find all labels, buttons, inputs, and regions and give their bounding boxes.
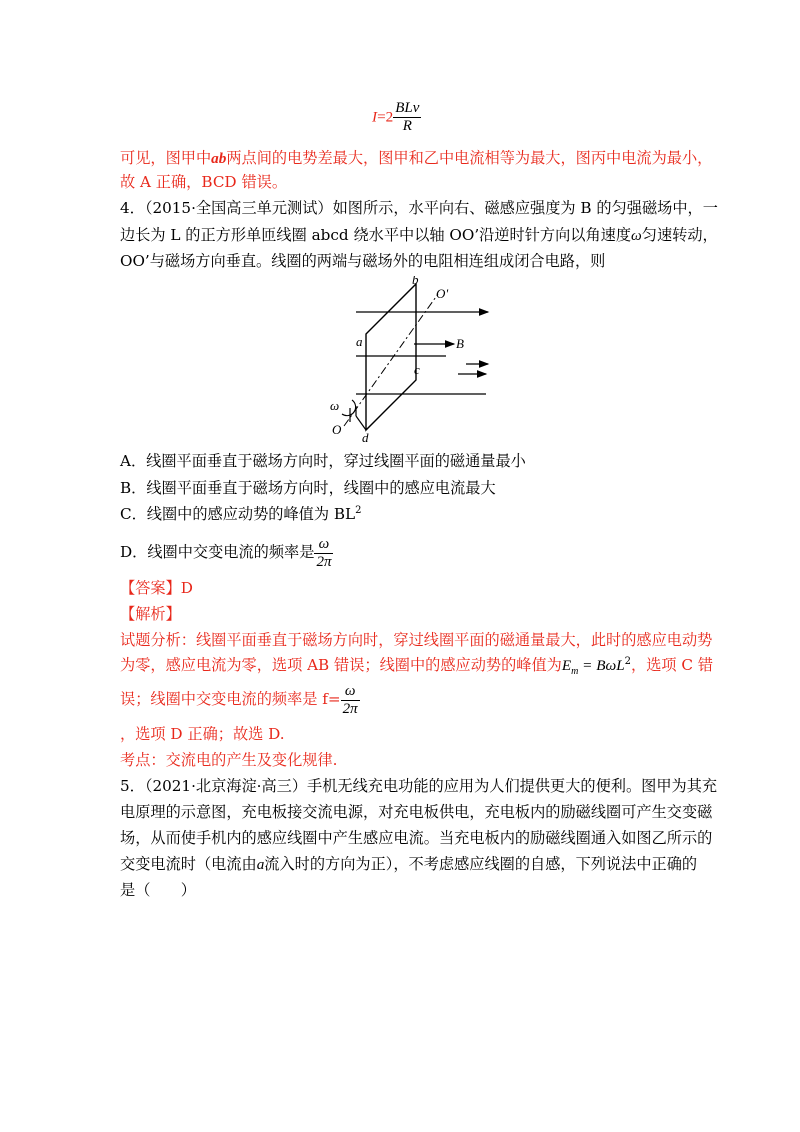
option-d-text: D．线圈中交变电流的频率是 [120, 543, 315, 561]
option-a: A．线圈平面垂直于磁场方向时，穿过线圈平面的磁通量最小 [120, 452, 526, 470]
analysis-label: 【解析】 [120, 605, 181, 623]
label-d: d [362, 430, 369, 444]
q4-text-2: 匀速转动， [641, 226, 718, 244]
formula-top [372, 100, 421, 135]
emf-sup: 2 [624, 655, 632, 667]
q5-line-5: 是（ ） [120, 881, 196, 899]
conclusion-text-2: 两点间的电势差最大，图甲和乙中电流相等为最大，图丙中电流为最小， [226, 149, 713, 167]
label-a: a [356, 334, 363, 349]
q5-text-2: 流入时的方向为正），不考虑感应线圈的自感，下列说法中正确的 [264, 855, 698, 873]
q4-text: 边长为 L 的正方形单匝线圈 abcd 绕水平中以轴 OO’沿逆时针方向以角速度 [120, 226, 632, 244]
q4-line-1: 4．（2015·全国高三单元测试）如图所示，水平向右、磁感应强度为 B 的匀强磁场中，一 [120, 199, 718, 217]
option-c-text: C．线圈中的感应动势的峰值为 BL [120, 505, 356, 523]
analysis-line-4: ，选项 D 正确；故选 D. [120, 725, 285, 743]
analysis-line-2 [120, 655, 713, 676]
option-d [120, 533, 333, 571]
emf-eq: = BωL [578, 657, 625, 674]
coil-frame [366, 284, 416, 430]
lead-1 [356, 416, 366, 430]
label-B: B [456, 336, 464, 351]
q5-line-2: 电原理的示意图，充电板接交流电源，对充电板供电，充电板内的励磁线圈可产生交变磁 [120, 803, 713, 821]
conclusion-text: 可见，图甲中 [120, 149, 212, 167]
label-omega: ω [330, 398, 340, 413]
emf-E: E [561, 657, 572, 674]
analysis-fraction [341, 683, 360, 718]
q5-text: 交变电流时（电流由 [120, 855, 257, 873]
analysis-line-1: 试题分析：线圈平面垂直于磁场方向时，穿过线圈平面的磁通量最大，此时的感应电动势 [120, 631, 713, 649]
analysis-line-3 [120, 680, 360, 718]
option-c-sup: 2 [355, 504, 362, 516]
rotation-axis [344, 294, 438, 426]
formula-fraction [393, 100, 421, 135]
label-b: b [412, 276, 419, 287]
analysis-num: ω [344, 682, 356, 699]
label-o-prime: O' [436, 286, 449, 301]
option-d-num: ω [318, 535, 330, 552]
formula-eq: =2 [377, 108, 394, 126]
formula-denominator: R [393, 117, 421, 135]
q5-a: a [256, 856, 265, 873]
analysis-text-2: ，选项 C 错 [631, 656, 714, 674]
option-c [120, 504, 362, 524]
conclusion-line-1 [120, 148, 712, 169]
formula-numerator: BLv [395, 100, 420, 116]
analysis-freq-text: 误；线圈中交变电流的频率是 f= [120, 690, 341, 708]
analysis-line-5: 考点：交流电的产生及变化规律. [120, 751, 338, 769]
rotation-arc [342, 400, 356, 416]
q5-line-4 [120, 854, 697, 875]
label-O: O [332, 422, 342, 437]
conclusion-ab: ab [211, 150, 227, 167]
emf-sub: m [571, 666, 579, 678]
q4-omega: ω [631, 227, 642, 244]
analysis-den: 2π [342, 700, 358, 717]
option-d-fraction [314, 536, 333, 571]
option-b: B．线圈平面垂直于磁场方向时，线圈中的感应电流最大 [120, 479, 496, 497]
q5-line-1: 5．（2021·北京海淀·高三）手机无线充电功能的应用为人们提供更大的便利。图甲为其充 [120, 777, 718, 795]
formula-lhs: I [372, 108, 378, 126]
option-d-den: 2π [316, 553, 332, 570]
q4-line-3: OO’与磁场方向垂直。线圈的两端与磁场外的电阻相连组成闭合电路，则 [120, 252, 606, 270]
answer-label: 【答案】D [120, 579, 193, 597]
q4-line-2 [120, 225, 718, 246]
emf-formula [561, 655, 632, 678]
label-c: c [414, 362, 420, 377]
analysis-text: 为零，感应电流为零，选项 AB 错误；线圈中的感应动势的峰值为 [120, 656, 562, 674]
coil-diagram [326, 276, 494, 444]
conclusion-line-2: 故 A 正确，BCD 错误。 [120, 173, 288, 191]
q5-line-3: 场，从而使手机内的感应线圈中产生感应电流。当充电板内的励磁线圈通入如图乙所示的 [120, 829, 713, 847]
